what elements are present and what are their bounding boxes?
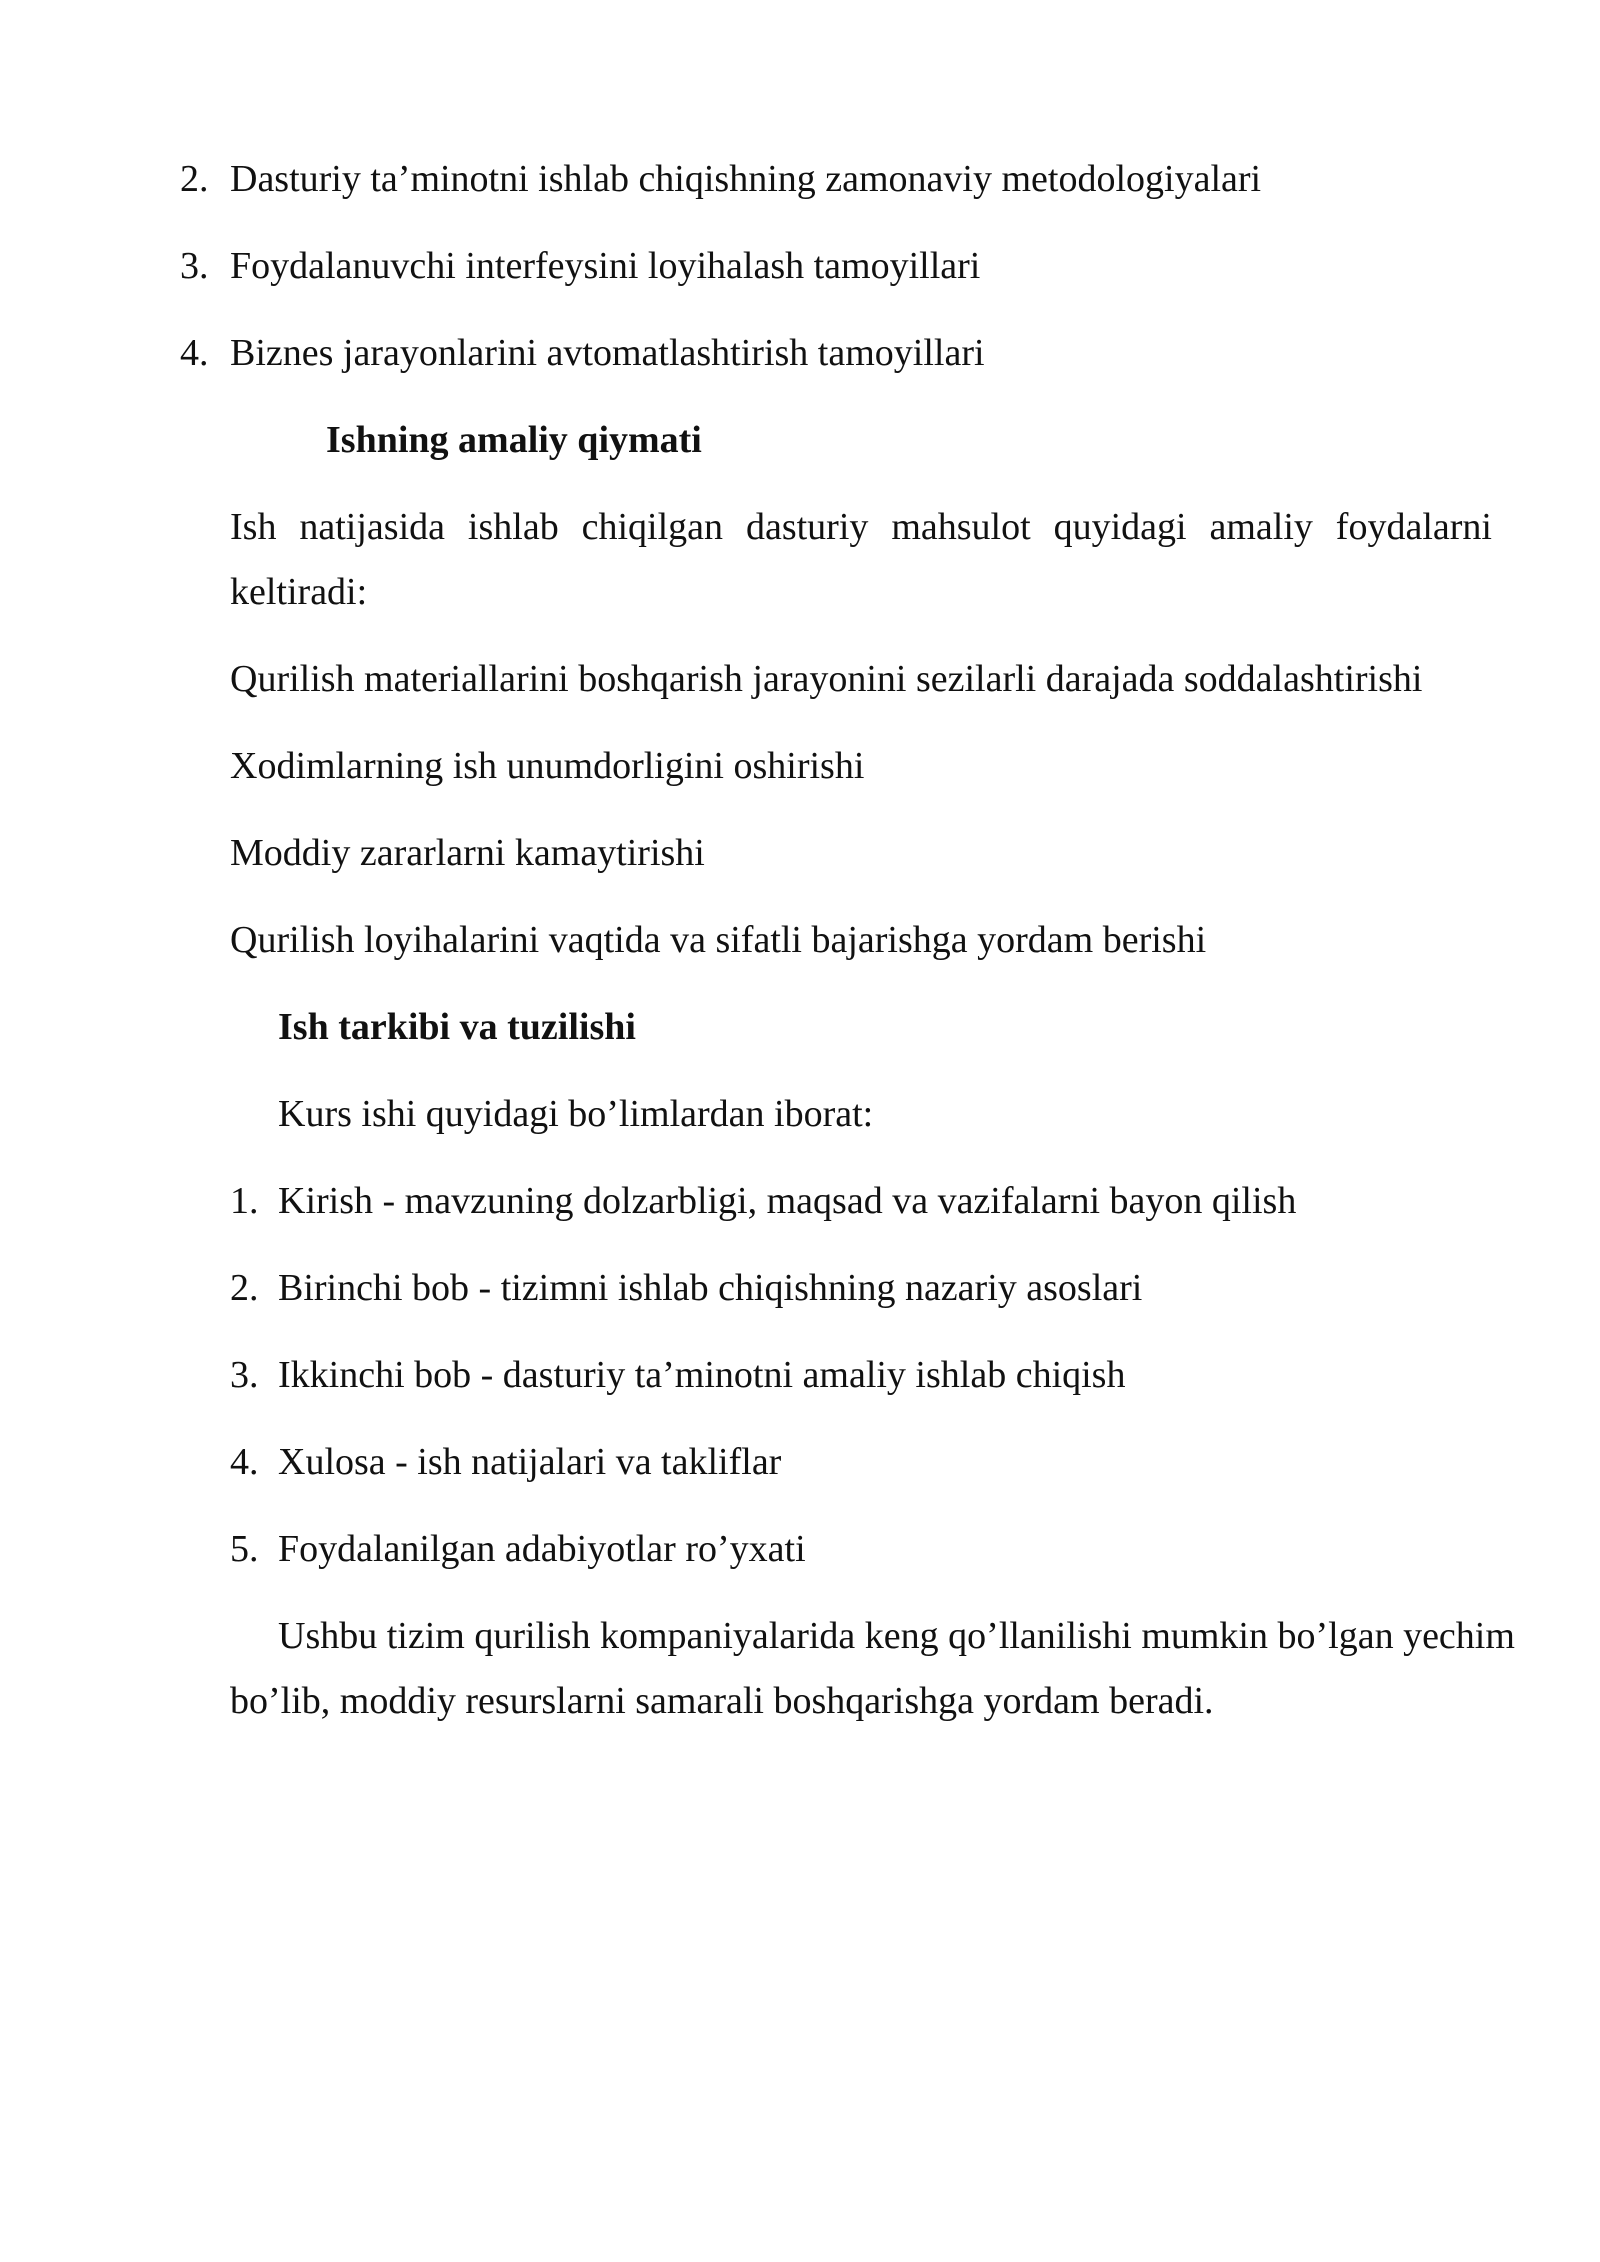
list-number: 3. <box>180 245 209 287</box>
list-item: Foydalanuvchi interfeysini loyihalash tamoyillari <box>230 245 981 287</box>
list-number: 1. <box>230 1180 259 1222</box>
word: natijasida <box>299 506 445 548</box>
list-number: 3. <box>230 1354 259 1396</box>
list-item: Biznes jarayonlarini avtomatlashtirish tamoyillari <box>230 332 985 374</box>
benefit-item: Qurilish loyihalarini vaqtida va sifatli bajarishga yordam berishi <box>230 919 1207 961</box>
list-number: 4. <box>230 1441 259 1483</box>
benefit-item: Qurilish materiallarini boshqarish jarayonini sezilarli darajada soddalashtirishi <box>230 658 1423 700</box>
benefit-item: Xodimlarning ish unumdorligini oshirishi <box>230 745 865 787</box>
list-number: 4. <box>180 332 209 374</box>
list-number: 2. <box>230 1267 259 1309</box>
section-heading-structure: Ish tarkibi va tuzilishi <box>278 1006 636 1048</box>
benefit-item: Moddiy zararlarni kamaytirishi <box>230 832 705 874</box>
closing-paragraph-line: Ushbu tizim qurilish kompaniyalarida keng qo’llanilishi mumkin bo’lgan yechim <box>278 1615 1515 1657</box>
word: quyidagi <box>1053 506 1187 548</box>
list-number: 5. <box>230 1528 259 1570</box>
list-item: Birinchi bob - tizimni ishlab chiqishning nazariy asoslari <box>278 1267 1143 1309</box>
list-number: 2. <box>180 158 209 200</box>
word: Ish <box>230 506 277 548</box>
word: chiqilgan <box>581 506 724 548</box>
section-heading-practical-value: Ishning amaliy qiymati <box>326 419 702 461</box>
list-item: Ikkinchi bob - dasturiy ta’minotni amaliy ishlab chiqish <box>278 1354 1126 1396</box>
intro-paragraph-line <box>230 508 1492 546</box>
closing-paragraph-line: bo’lib, moddiy resurslarni samarali boshqarishga yordam beradi. <box>230 1680 1214 1722</box>
list-item: Kirish - mavzuning dolzarbligi, maqsad va vazifalarni bayon qilish <box>278 1180 1297 1222</box>
word: dasturiy <box>745 506 869 548</box>
word: mahsulot <box>891 506 1031 548</box>
word: amaliy <box>1209 506 1313 548</box>
list-item: Xulosa - ish natijalari va takliflar <box>278 1441 782 1483</box>
structure-intro: Kurs ishi quyidagi bo’limlardan iborat: <box>278 1093 874 1135</box>
word: foydalarni <box>1335 506 1492 548</box>
intro-paragraph-line: keltiradi: <box>230 571 368 613</box>
list-item: Foydalanilgan adabiyotlar ro’yxati <box>278 1528 806 1570</box>
word: ishlab <box>467 506 559 548</box>
list-item: Dasturiy ta’minotni ishlab chiqishning zamonaviy metodologiyalari <box>230 158 1262 200</box>
